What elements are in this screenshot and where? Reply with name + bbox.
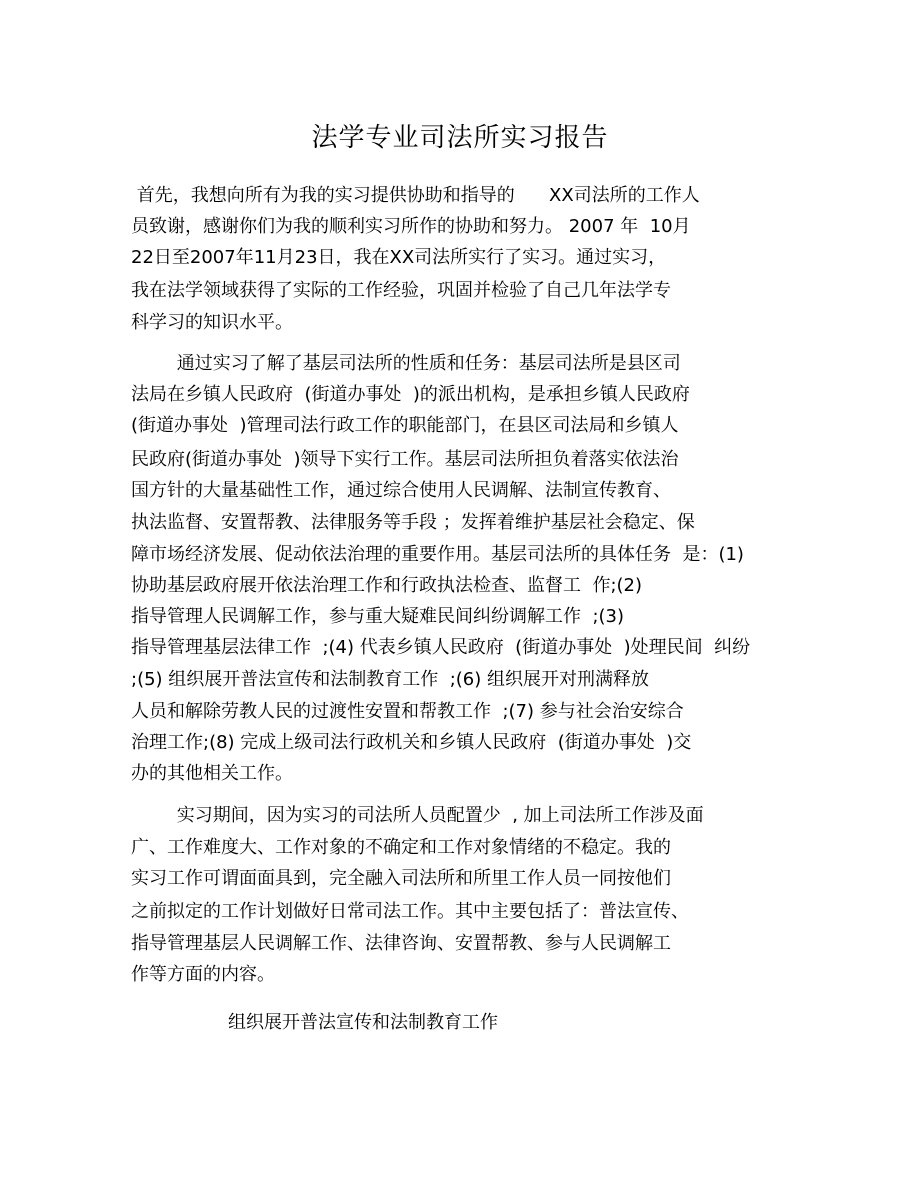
paragraph-line: 治理工作;(8) 完成上级司法行政机关和乡镇人民政府 (街道办事处 )交 bbox=[131, 732, 692, 753]
paragraph-line: 通过实习了解了基层司法所的性质和任务：基层司法所是县区司 bbox=[131, 353, 681, 374]
paragraph-line: 实习工作可谓面面具到，完全融入司法所和所里工作人员一同按他们 bbox=[131, 868, 671, 889]
paragraph-line: 协助基层政府展开依法治理工作和行政执法检查、监督工 作;(2) bbox=[131, 575, 643, 596]
paragraph-line: 我在法学领域获得了实际的工作经验，巩固并检验了自己几年法学专 bbox=[131, 280, 671, 301]
paragraph-line: 民政府(街道办事处 )领导下实行工作。基层司法所担负着落实依法治 bbox=[131, 449, 679, 470]
paragraph-line: 指导管理人民调解工作，参与重大疑难民间纠纷调解工作 ;(3) bbox=[131, 606, 625, 627]
paragraph-line: 实习期间，因为实习的司法所人员配置少 , 加上司法所工作涉及面 bbox=[131, 805, 704, 826]
paragraph-line: 科学习的知识水平。 bbox=[131, 312, 293, 333]
paragraph-line: 广、工作难度大、工作对象的不确定和工作对象情绪的不稳定。我的 bbox=[131, 837, 671, 858]
paragraph-line: 指导管理基层法律工作 ;(4) 代表乡镇人民政府 (街道办事处 )处理民间 纠纷 bbox=[131, 637, 751, 658]
paragraph-line: 作等方面的内容。 bbox=[131, 964, 275, 985]
paragraph-line: 指导管理基层人民调解工作、法律咨询、安置帮教、参与人民调解工 bbox=[131, 933, 671, 954]
paragraph-line: 障市场经济发展、促动依法治理的重要作用。基层司法所的具体任务 是：(1) bbox=[131, 544, 744, 565]
section-subheading: 组织展开普法宣传和法制教育工作 bbox=[228, 1012, 498, 1033]
paragraph-line: 执法监督、安置帮教、法律服务等手段 ；发挥着维护基层社会稳定、保 bbox=[131, 512, 695, 533]
paragraph-line: (街道办事处 )管理司法行政工作的职能部门，在县区司法局和乡镇人 bbox=[131, 415, 679, 436]
document-title: 法学专业司法所实习报告 bbox=[311, 123, 609, 153]
paragraph-line: 之前拟定的工作计划做好日常司法工作。其中主要包括了：普法宣传、 bbox=[131, 901, 689, 922]
paragraph-line: 首先，我想向所有为我的实习提供协助和指导的 XX司法所的工作人 bbox=[131, 185, 700, 206]
paragraph-line: 国方针的大量基础性工作，通过综合使用人民调解、法制宣传教育、 bbox=[131, 480, 671, 501]
paragraph-line: 法局在乡镇人民政府 (街道办事处 )的派出机构，是承担乡镇人民政府 bbox=[131, 384, 690, 405]
paragraph-line: 22日至2007年11月23日，我在XX司法所实行了实习。通过实习， bbox=[131, 247, 667, 268]
paragraph-line: 员致谢，感谢你们为我的顺利实习所作的协助和努力。 2007 年 10月 bbox=[131, 216, 691, 237]
paragraph-line: 办的其他相关工作。 bbox=[131, 763, 293, 784]
paragraph-line: ;(5) 组织展开普法宣传和法制教育工作 ;(6) 组织展开对刑满释放 bbox=[131, 669, 650, 690]
paragraph-line: 人员和解除劳教人民的过渡性安置和帮教工作 ;(7) 参与社会治安综合 bbox=[131, 701, 684, 722]
